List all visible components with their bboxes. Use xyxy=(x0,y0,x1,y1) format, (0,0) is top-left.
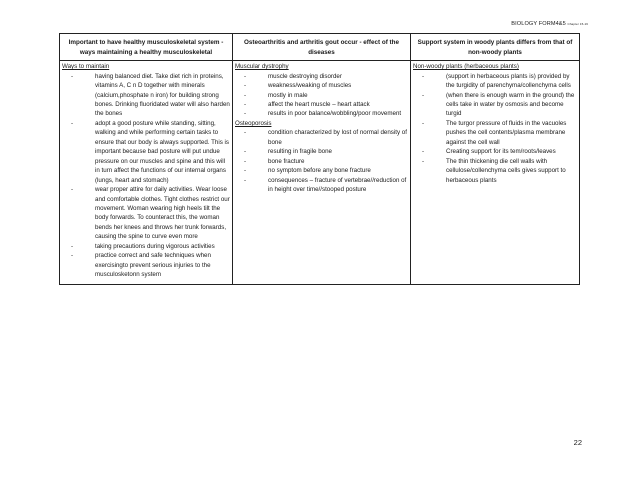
list-item: - bone fracture xyxy=(235,157,408,166)
section-heading: Ways to maintain xyxy=(62,63,110,71)
list-item: - Creating support for its tem/roots/leaves xyxy=(413,147,577,156)
table-body-row xyxy=(60,61,580,284)
cell-ways-to-maintain xyxy=(60,61,233,284)
page-number: 22 xyxy=(573,438,582,447)
list-item: - weakness/weaking of muscles xyxy=(235,81,408,90)
content-table xyxy=(59,33,580,285)
list-item: - condition characterized by lost of normal density of bone xyxy=(235,128,408,147)
cell-diseases xyxy=(233,61,411,284)
list-item: - affect the heart muscle – heart attack xyxy=(235,100,408,109)
header-cell-plant-support: Support system in woody plants differs from that of non-woody plants xyxy=(411,34,580,61)
bullet-list xyxy=(413,72,577,185)
header-cell-diseases: Osteoarthritis and arthritis gout occur - effect of the diseases xyxy=(233,34,411,61)
header-chapter: Chapter 15-16 xyxy=(567,22,588,26)
table-header-row xyxy=(60,34,580,61)
list-item: - consequences – fracture of vertebrae//reduction of in height over time//stooped posture xyxy=(235,176,408,195)
list-item: - The turgor pressure of fluids in the vacuoles pushes the cell contents/plasma membrane against the cell wall xyxy=(413,119,577,147)
bullet-list xyxy=(62,72,230,280)
header-title: BIOLOGY FORM4&5 xyxy=(511,21,566,27)
section-heading: Muscular dystrophy xyxy=(235,63,289,71)
list-item: - muscle destroying disorder xyxy=(235,72,408,81)
bullet-list xyxy=(235,128,408,194)
list-item: - practice correct and safe techniques when exercisingto prevent serious injuries to the musculosketonn system xyxy=(62,251,230,279)
list-item: - adopt a good posture while standing, sitting, walking and while performing certain tasks to ensure that our body is always supported. This is important because bad posture will put undue pressure on our muscles and spine and this will in turn affect the functions of our internal organs (lungs, heart and stomach) xyxy=(62,119,230,185)
section-heading: Osteoporosis xyxy=(235,119,272,127)
cell-plant-support xyxy=(411,61,580,284)
list-item: - wear proper attire for daily activities. Wear loose and comfortable clothes. Tight clothes restrict our movement. Woman wearing high heels tilt the body forwards. To counteract this, the woman bends her knees and throws her trunk forwards, causing the spine to curve even more xyxy=(62,185,230,242)
bullet-list xyxy=(235,72,408,119)
list-item: - taking precautions during vigorous activities xyxy=(62,242,230,251)
list-item: - no symptom before any bone fracture xyxy=(235,166,408,175)
list-item: - mostly in male xyxy=(235,91,408,100)
list-item: - having balanced diet. Take diet rich in proteins, vitamins A, C n D together with minerals (calcium,phosphate n iron) for building strong bones. Drinking fluoridated water will also harden the bones xyxy=(62,72,230,119)
list-item: - The thin thickening die cell walls with cellulose/collenchyma cells gives support to herbaceous plants xyxy=(413,157,577,185)
document-header xyxy=(511,21,588,27)
list-item: - (when there is enough warm in the ground) the cells take in water by osmosis and become turgid xyxy=(413,91,577,119)
list-item: - (support in herbaceous plants is) provided by the turgidity of parenchyma/collenchyma cells xyxy=(413,72,577,91)
list-item: - results in poor balance/wobbling/poor movement xyxy=(235,109,408,118)
list-item: - resulting in fragile bone xyxy=(235,147,408,156)
section-heading: Non-woody plants (herbaceous plants) xyxy=(413,63,519,71)
header-cell-maintenance: Important to have healthy musculoskeletal system - ways maintaining a healthy musculoskeletal xyxy=(60,34,233,61)
